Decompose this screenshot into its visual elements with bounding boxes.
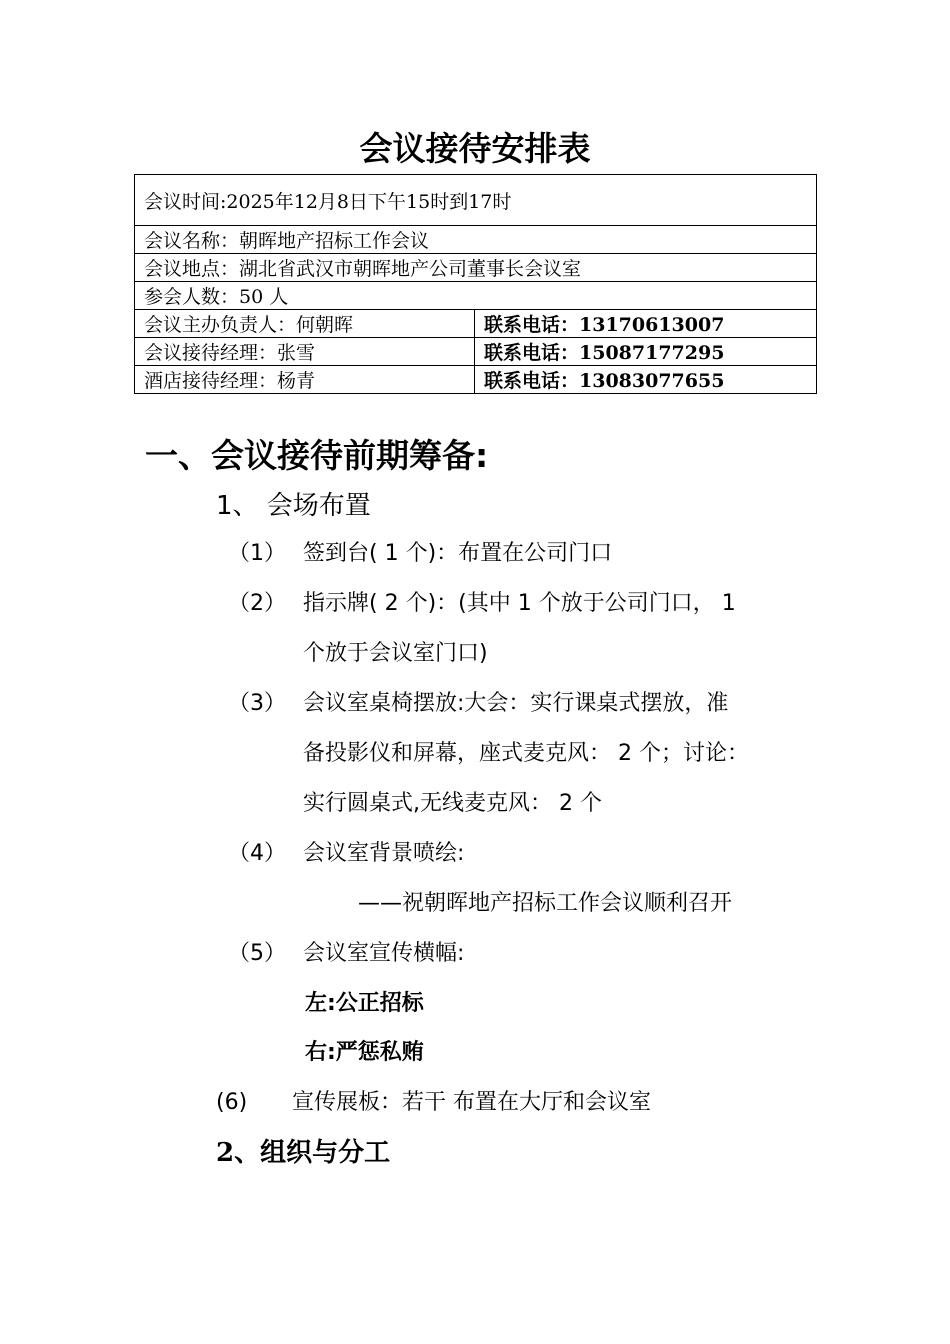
item-text: 实行圆桌式,无线麦克风： 2 个 <box>303 791 602 816</box>
item-number: （4） <box>228 841 286 866</box>
item-text: 签到台( 1 个)：布置在公司门口 <box>303 541 613 566</box>
item-number: （2） <box>228 591 286 616</box>
backdrop-slogan: ——祝朝晖地产招标工作会议顺利召开 <box>358 891 733 916</box>
subsection-heading-venue: 1、 会场布置 <box>216 491 371 521</box>
banner-right: 右:严惩私贿 <box>305 1040 424 1065</box>
banner-left: 左:公正招标 <box>305 991 424 1016</box>
table-row <box>135 338 817 366</box>
meeting-location-cell: 会议地点：湖北省武汉市朝晖地产公司董事长会议室 <box>135 254 817 282</box>
table-row <box>135 226 817 254</box>
meeting-time-label: 会议时间: <box>144 190 227 213</box>
subsection-heading-organization: 2、组织与分工 <box>216 1138 391 1168</box>
hotel-phone-cell: 联系电话：13083077655 <box>475 366 817 394</box>
item-text: 会议室背景喷绘: <box>303 841 465 866</box>
item-text: 宣传展板：若干 布置在大厅和会议室 <box>292 1090 651 1115</box>
table-row <box>135 254 817 282</box>
section-heading: 一、会议接待前期筹备: <box>145 436 489 475</box>
item-text: 指示牌( 2 个)：(其中 1 个放于公司门口， 1 <box>303 591 736 616</box>
meeting-time-cell <box>135 175 817 226</box>
attendee-count-cell: 参会人数：50 人 <box>135 282 817 310</box>
item-number: （1） <box>228 541 286 566</box>
table-row <box>135 366 817 394</box>
reception-manager-cell: 会议接待经理：张雪 <box>135 338 475 366</box>
item-text: 个放于会议室门口) <box>303 641 488 666</box>
item-text: 备投影仪和屏幕，座式麦克风： 2 个；讨论： <box>303 741 749 766</box>
meeting-time-value: 2025年12月8日下午15时到17时 <box>226 190 512 213</box>
table-row <box>135 310 817 338</box>
host-cell: 会议主办负责人：何朝晖 <box>135 310 475 338</box>
document-title: 会议接待安排表 <box>359 129 591 168</box>
reception-phone-cell: 联系电话：15087177295 <box>475 338 817 366</box>
hotel-manager-cell: 酒店接待经理：杨青 <box>135 366 475 394</box>
info-table <box>134 174 817 394</box>
table-row <box>135 282 817 310</box>
item-number: （5） <box>228 941 286 966</box>
item-text: 会议室桌椅摆放:大会：实行课桌式摆放，准 <box>303 691 729 716</box>
meeting-name-cell: 会议名称：朝晖地产招标工作会议 <box>135 226 817 254</box>
item-number: （3） <box>228 691 286 716</box>
host-phone-cell: 联系电话：13170613007 <box>475 310 817 338</box>
item-text: 会议室宣传横幅: <box>303 941 465 966</box>
item-number: (6) <box>216 1090 248 1115</box>
table-row <box>135 175 817 226</box>
